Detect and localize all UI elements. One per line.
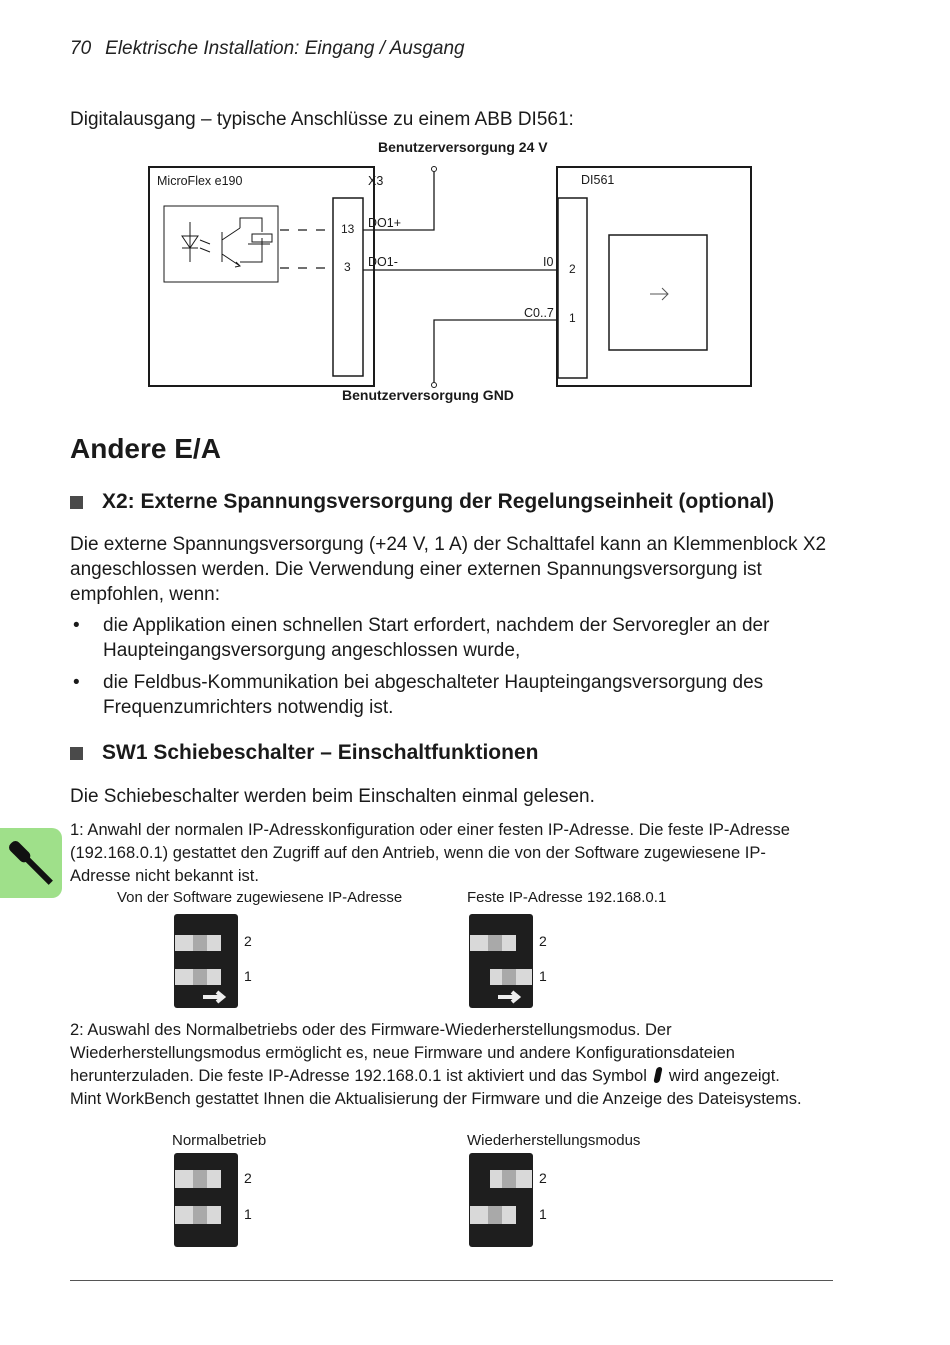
pin-1-label: 1 (569, 311, 576, 325)
pin-3-label: 3 (344, 260, 351, 274)
switch-label-1: 1 (244, 968, 252, 984)
di561-terminal (558, 198, 587, 378)
supply-bottom-label: Benutzerversorgung GND (342, 387, 514, 403)
bullet-dot-icon: • (73, 672, 80, 693)
x3-label: X3 (368, 174, 384, 188)
dip-switch-recovery (468, 1152, 558, 1248)
switch-label-2: 2 (244, 1170, 252, 1186)
switch-label-2: 2 (539, 933, 547, 949)
square-bullet-icon (70, 496, 83, 509)
header-title: Elektrische Installation: Eingang / Ausgang (105, 38, 465, 59)
list-item (70, 613, 830, 663)
footer-divider (70, 1280, 833, 1281)
page-number: 70 (70, 38, 92, 59)
sw1-item2-text-after: wird angezeigt. Mint WorkBench gestattet Ihnen die Aktualisierung der Firmware und die Anzeige des Dateisystems. (70, 1067, 802, 1108)
switch-label-1: 1 (244, 1206, 252, 1222)
screwdriver-icon (0, 828, 62, 898)
c07-label: C0..7 (524, 306, 554, 320)
list-item (70, 670, 830, 720)
di561-box (557, 167, 751, 386)
supply-top-label: Benutzerversorgung 24 V (378, 139, 548, 155)
square-bullet-icon (70, 747, 83, 760)
chapter-tab (0, 828, 62, 898)
caption-normal-mode: Normalbetrieb (172, 1132, 267, 1149)
sw1-item2-text-before: 2: Auswahl des Normalbetriebs oder des Firmware-Wiederherstellungsmodus. Der Wiederherstellungsmodus ermöglicht es, neue Firmware und andere Konfigurationsdateien herunterzuladen. Die feste IP-Adresse 192.168.0.1 ist aktiviert und das Symbol (70, 1021, 735, 1085)
caption-fixed-ip: Feste IP-Adresse 192.168.0.1 (467, 889, 667, 906)
optocoupler-icon (182, 218, 272, 267)
sw1-item1-text: 1: Anwahl der normalen IP-Adresskonfiguration oder einer festen IP-Adresse. Die feste IP-Adresse (192.168.0.1) gestattet den Zugriff auf den Antrieb, wenn die von der Software zugewiesene IP-Adresse nicht bekannt ist. (70, 821, 790, 885)
wiring-diagram (0, 0, 950, 420)
x2-body: Die externe Spannungsversorgung (+24 V, 1 A) der Schalttafel kann an Klemmenblock X2 angeschlossen werden. Die Verwendung einer externen Spannungsversorgung ist empfohlen, wenn: (70, 534, 827, 605)
sw1-item2-text (70, 1019, 815, 1111)
arrow-icon (650, 288, 668, 300)
pin-2-label: 2 (569, 262, 576, 276)
caption-software-ip: Von der Software zugewiesene IP-Adresse (117, 889, 403, 906)
di561-inner-box (609, 235, 707, 350)
dip-switch-fixed-ip (468, 913, 558, 1009)
list-item-text: die Applikation einen schnellen Start erfordert, nachdem der Servoregler an der Haupteingangsversorgung angeschlossen wurde, (103, 615, 770, 661)
sw1-intro: Die Schiebeschalter werden beim Einschalten einmal gelesen. (70, 786, 595, 807)
diagram-intro: Digitalausgang – typische Anschlüsse zu einem ABB DI561: (70, 109, 574, 130)
section-title: Andere E/A (70, 433, 221, 464)
pin-13-label: 13 (341, 222, 355, 236)
dip-switch-normal (173, 1152, 263, 1248)
wire-common (434, 320, 558, 382)
switch-label-1: 1 (539, 968, 547, 984)
x2-heading (70, 490, 774, 514)
bullet-dot-icon: • (73, 615, 80, 636)
x2-bullet-list (70, 613, 830, 727)
recovery-symbol-icon (653, 1067, 662, 1083)
microflex-box (149, 167, 374, 386)
switch-label-2: 2 (244, 933, 252, 949)
sw1-heading-text: SW1 Schiebeschalter – Einschaltfunktionen (102, 741, 539, 764)
dip-switch-software-ip (173, 913, 263, 1009)
supply-24v-terminal (432, 167, 437, 172)
i0-label: I0 (543, 255, 554, 269)
sw1-heading (70, 741, 538, 765)
switch-label-1: 1 (539, 1206, 547, 1222)
microflex-label: MicroFlex e190 (157, 174, 243, 188)
do1-minus-label: DO1- (368, 255, 398, 269)
switch-label-2: 2 (539, 1170, 547, 1186)
caption-recovery-mode: Wiederherstellungsmodus (467, 1132, 641, 1149)
list-item-text: die Feldbus-Kommunikation bei abgeschalteter Haupteingangsversorgung des Frequenzumrichters notwendig ist. (103, 672, 764, 718)
x2-heading-text: X2: Externe Spannungsversorgung der Regelungseinheit (optional) (102, 490, 775, 513)
do1-plus-label: DO1+ (368, 216, 402, 230)
di561-label: DI561 (581, 173, 615, 187)
